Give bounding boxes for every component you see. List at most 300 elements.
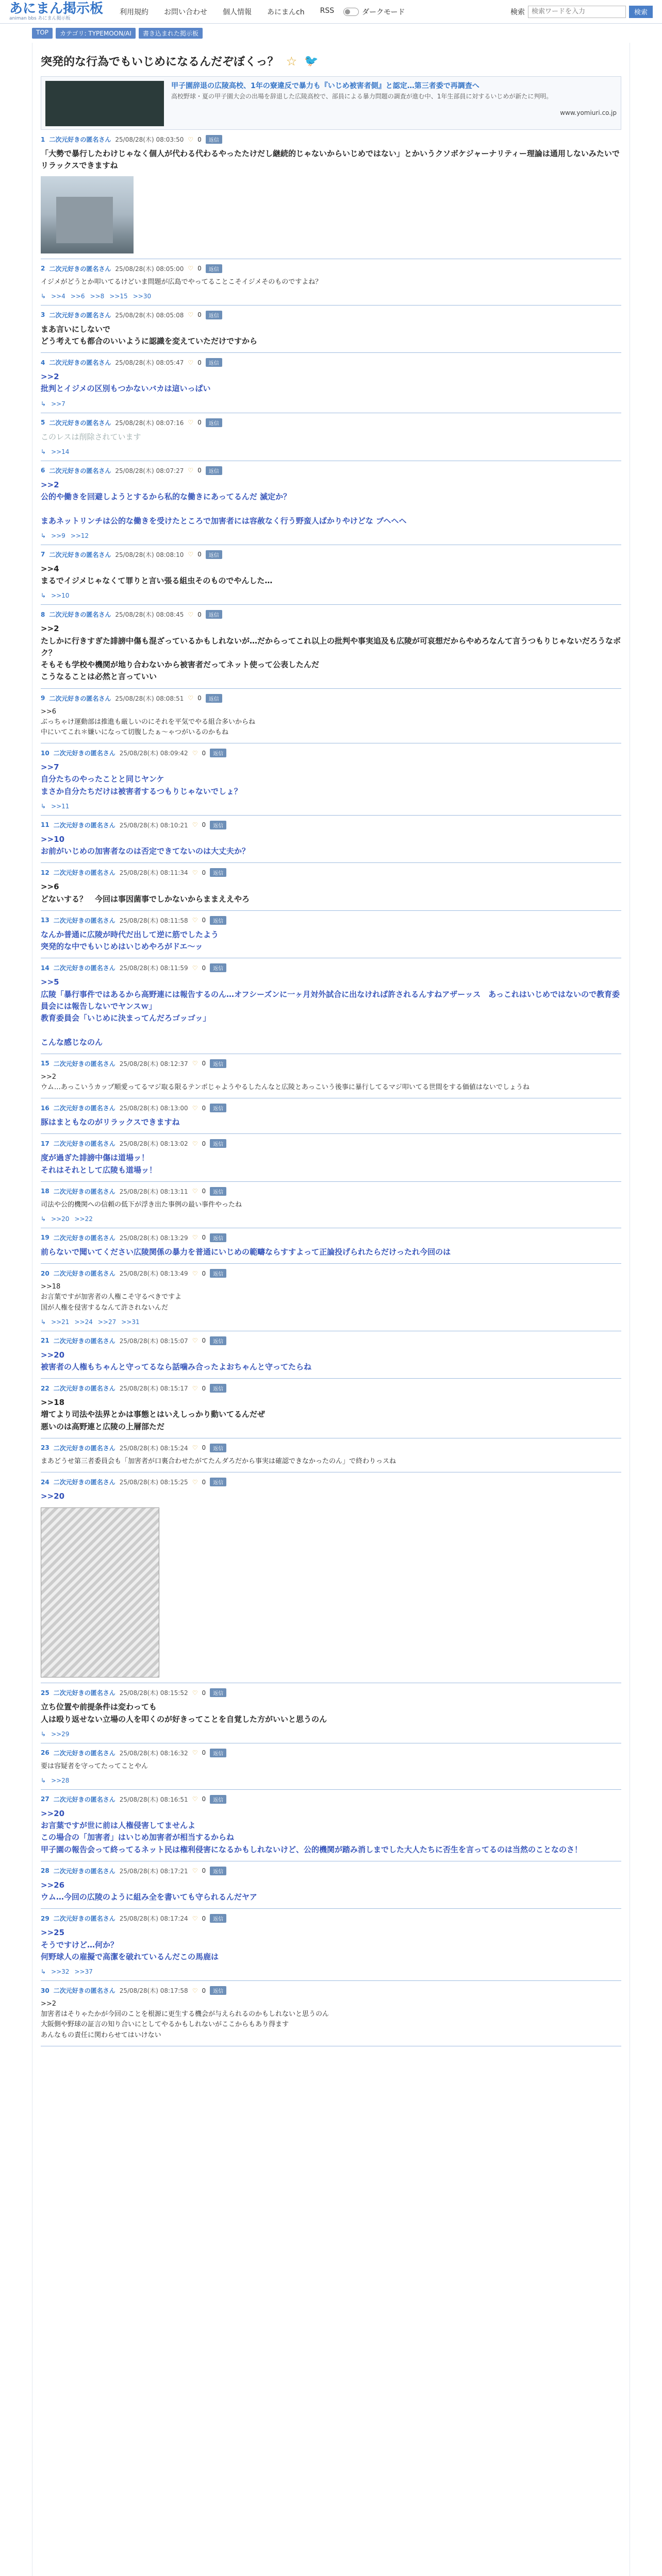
like-heart-icon[interactable]: ♡ <box>192 1234 198 1242</box>
post-number[interactable]: 15 <box>41 1060 49 1067</box>
like-count: 0 <box>202 1384 206 1392</box>
nav-contact[interactable]: お問い合わせ <box>164 8 208 16</box>
reply-ref-link[interactable]: >>24 <box>74 1318 93 1326</box>
like-heart-icon[interactable]: ♡ <box>192 1478 198 1486</box>
like-heart-icon[interactable]: ♡ <box>188 694 194 702</box>
post-number[interactable]: 28 <box>41 1867 49 1875</box>
reply-ref-link[interactable]: >>37 <box>74 1968 93 1976</box>
post-number[interactable]: 29 <box>41 1914 49 1922</box>
like-count: 0 <box>202 821 206 829</box>
reply-ref-link[interactable]: >>14 <box>51 448 70 455</box>
reply-ref-link[interactable]: >>31 <box>121 1318 140 1326</box>
like-count: 0 <box>202 1689 206 1697</box>
post-meta <box>41 1795 621 1804</box>
post-date: 25/08/28(木) 08:13:49 <box>119 1270 188 1278</box>
like-heart-icon[interactable]: ♡ <box>188 419 194 427</box>
like-heart-icon[interactable]: ♡ <box>192 1140 198 1147</box>
poster-name: 二次元好きの匿名さん <box>53 1749 115 1757</box>
post-item <box>41 1743 621 1790</box>
like-heart-icon[interactable]: ♡ <box>188 611 194 618</box>
post-item <box>41 911 621 959</box>
reply-arrow-icon: ↳ <box>41 802 46 810</box>
like-heart-icon[interactable]: ♡ <box>192 1104 198 1112</box>
like-count: 0 <box>202 1060 206 1067</box>
post-date: 25/08/28(木) 08:05:47 <box>115 359 184 367</box>
like-heart-icon[interactable]: ♡ <box>192 1795 198 1803</box>
post-date: 25/08/28(木) 08:15:52 <box>119 1689 188 1697</box>
post-body: 要は容疑者を守ってたってことやん <box>41 1762 148 1770</box>
post-body: >>20 <box>41 1492 65 1501</box>
like-heart-icon[interactable]: ♡ <box>192 1749 198 1757</box>
reply-button[interactable]: 返信 <box>210 1384 226 1393</box>
reply-button[interactable]: 返信 <box>210 1104 226 1112</box>
poster-name: 二次元好きの匿名さん <box>53 917 115 924</box>
poster-name: 二次元好きの匿名さん <box>53 1105 115 1112</box>
breadcrumb <box>0 24 662 43</box>
like-heart-icon[interactable]: ♡ <box>192 1444 198 1452</box>
post-body: 前らないで聞いてください広陵関係の暴力を普通にいじめの範疇ならすすよって正論投げられたらだけったれ今回のは <box>41 1247 451 1257</box>
post-item <box>41 1264 621 1331</box>
header-nav <box>120 7 334 17</box>
poster-name: 二次元好きの匿名さん <box>53 1987 115 1995</box>
favorite-star-icon[interactable]: ☆ <box>286 54 297 69</box>
like-count: 0 <box>202 1444 206 1452</box>
reply-ref-link[interactable]: >>8 <box>90 292 105 300</box>
post-meta <box>41 749 621 757</box>
post-date: 25/08/28(木) 08:15:25 <box>119 1479 188 1486</box>
breadcrumb-top[interactable]: TOP <box>32 28 53 39</box>
like-heart-icon[interactable]: ♡ <box>192 1987 198 1994</box>
like-heart-icon[interactable]: ♡ <box>192 964 198 972</box>
reply-ref-link[interactable]: >>30 <box>133 292 152 300</box>
post-number[interactable]: 30 <box>41 1987 49 1994</box>
post-meta <box>41 135 621 144</box>
post-number[interactable]: 4 <box>41 359 45 366</box>
reply-button[interactable]: 返信 <box>206 311 222 319</box>
reply-button[interactable]: 返信 <box>206 358 222 367</box>
reply-ref-link[interactable]: >>11 <box>51 802 70 810</box>
post-number[interactable]: 27 <box>41 1795 49 1803</box>
like-count: 0 <box>202 1867 206 1875</box>
post-body: 豚はまともなのがリラックスできますね <box>41 1117 180 1127</box>
site-header <box>0 0 662 24</box>
like-heart-icon[interactable]: ♡ <box>192 749 198 757</box>
reply-button[interactable]: 返信 <box>210 1059 226 1068</box>
post-meta <box>41 963 621 972</box>
post-number[interactable]: 1 <box>41 135 45 143</box>
reply-ref-link[interactable]: >>10 <box>51 592 70 600</box>
post-body: 立ち位置や前提条件は変わっても 人は殴り返せない立場の人を叩くのが好きってことを自覚した方がいいと思うのん <box>41 1702 327 1724</box>
post-body: 度が過ぎた誹謗中傷は道場ッ！ それはそれとして広陵も道場ッ！ <box>41 1153 157 1175</box>
like-count: 0 <box>202 1914 206 1922</box>
post-number[interactable]: 6 <box>41 467 45 474</box>
like-heart-icon[interactable]: ♡ <box>188 265 194 272</box>
post-meta <box>41 1749 621 1757</box>
post-number[interactable]: 18 <box>41 1188 49 1195</box>
reply-arrow-icon: ↳ <box>41 1776 46 1784</box>
reply-arrow-icon: ↳ <box>41 532 46 539</box>
post-meta <box>41 550 621 559</box>
like-heart-icon[interactable]: ♡ <box>192 1384 198 1392</box>
post-body: >>18 増てより司法や法界とかは事態とはいえしっかり動いてるんだぜ 悪いのは高野連と広陵の上層部ただ <box>41 1398 266 1431</box>
post-item <box>41 689 621 743</box>
post-meta <box>41 1336 621 1345</box>
post-date: 25/08/28(木) 08:13:00 <box>119 1105 188 1112</box>
reply-button[interactable]: 返信 <box>210 821 226 829</box>
post-item <box>41 1379 621 1438</box>
post-number[interactable]: 13 <box>41 917 49 924</box>
post-body: >>25 そうですけど…何か？ 何野球人の雇擬で高潔を破れているんだこの馬鹿は <box>41 1928 219 1961</box>
reply-ref-link[interactable]: >>32 <box>51 1968 70 1976</box>
post-number[interactable]: 17 <box>41 1140 49 1147</box>
post-meta <box>41 916 621 925</box>
post-item <box>41 130 621 259</box>
post-number[interactable]: 26 <box>41 1749 49 1757</box>
post-date: 25/08/28(木) 08:10:21 <box>119 821 188 829</box>
reply-ref-link[interactable]: >>9 <box>51 532 65 539</box>
post-item <box>41 1790 621 1861</box>
post-image[interactable] <box>41 176 134 253</box>
post-number[interactable]: 2 <box>41 265 45 272</box>
like-heart-icon[interactable]: ♡ <box>192 917 198 924</box>
reply-refs <box>41 1318 621 1326</box>
post-number[interactable]: 11 <box>41 821 49 829</box>
post-body: >>20 被害者の人権もちゃんと守ってるなら話噛み合ったよおちゃんと守ってたらね <box>41 1350 312 1371</box>
like-heart-icon[interactable]: ♡ <box>192 1269 198 1277</box>
reply-button[interactable]: 返信 <box>206 135 222 144</box>
post-date: 25/08/28(木) 08:05:00 <box>115 265 184 273</box>
post-date: 25/08/28(木) 08:15:07 <box>119 1337 188 1345</box>
poster-name: 二次元好きの匿名さん <box>53 1915 115 1923</box>
reply-ref-link[interactable]: >>12 <box>70 532 89 539</box>
reply-ref-link[interactable]: >>29 <box>51 1730 70 1738</box>
post-date: 25/08/28(木) 08:13:11 <box>119 1188 188 1195</box>
post-number[interactable]: 24 <box>41 1478 49 1486</box>
post-item <box>41 1134 621 1182</box>
like-heart-icon[interactable]: ♡ <box>192 1867 198 1875</box>
poster-name: 二次元好きの匿名さん <box>49 359 111 367</box>
like-count: 0 <box>197 359 202 366</box>
post-date: 25/08/28(木) 08:09:42 <box>119 750 188 757</box>
post-date: 25/08/28(木) 08:17:21 <box>119 1867 188 1875</box>
reply-button[interactable]: 返信 <box>210 1336 226 1345</box>
post-date: 25/08/28(木) 08:05:08 <box>115 311 184 319</box>
poster-name: 二次元好きの匿名さん <box>49 136 111 143</box>
post-date: 25/08/28(木) 08:16:51 <box>119 1795 188 1803</box>
post-date: 25/08/28(木) 08:08:10 <box>115 551 184 558</box>
post-item <box>41 545 621 605</box>
reply-button[interactable]: 返信 <box>210 868 226 877</box>
post-number[interactable]: 8 <box>41 611 45 618</box>
post-body: >>26 ウム…今回の広陵のように組み全を書いても守られるんだヤア <box>41 1880 257 1902</box>
reply-ref-link[interactable]: >>22 <box>74 1215 93 1223</box>
reply-ref-link[interactable]: >>21 <box>51 1318 70 1326</box>
news-title: 甲子園辞退の広陵高校、1年の寮違反で暴力も『いじめ被害者側』と認定…第三者委で再調査へ <box>171 82 479 90</box>
search-input[interactable] <box>528 6 626 18</box>
reply-arrow-icon: ↳ <box>41 1215 46 1223</box>
post-body: >>2 ウム…あっこいうカップ順愛ってるマジ取る限るテンポじゃようやるしたんなと広陵とあっこいう後事に暴行してるマジ叩いてる世間をする価値はないでしょうね <box>41 1073 529 1091</box>
post-body: イジメがどうとか叩いてるけどいま問題が広島でやってることこそイジメそのものですよね？ <box>41 278 322 286</box>
like-count: 0 <box>202 1188 206 1195</box>
post-date: 25/08/28(木) 08:08:45 <box>115 611 184 619</box>
post-date: 25/08/28(木) 08:11:59 <box>119 964 188 972</box>
reply-button[interactable]: 返信 <box>210 1749 226 1757</box>
poster-name: 二次元好きの匿名さん <box>53 1479 115 1486</box>
post-body: >>2 加害者はそりゃたかが今回のことを根源に更生する機会が与えられるのかもしれないと思うのん 大阪側や野球の証言の知り合いにとしてやるかもしれないがここからもあり得ます あんなもの責任に関わらせてはいけない <box>41 2000 329 2039</box>
nav-privacy[interactable]: 個人情報 <box>223 8 252 16</box>
reply-refs <box>41 1215 621 1223</box>
post-number[interactable]: 7 <box>41 551 45 558</box>
post-date: 25/08/28(木) 08:07:16 <box>115 419 184 427</box>
post-date: 25/08/28(木) 08:11:34 <box>119 869 188 877</box>
poster-name: 二次元好きの匿名さん <box>49 467 111 474</box>
post-meta <box>41 1444 621 1452</box>
post-item <box>41 743 621 816</box>
reply-ref-link[interactable]: >>6 <box>70 292 85 300</box>
post-item <box>41 1098 621 1134</box>
reply-button[interactable]: 返信 <box>210 916 226 925</box>
post-number[interactable]: 12 <box>41 869 49 876</box>
post-body: >>2 公的や働きを回避しようとするから私的な働きにあってるんだ 滅定か？ まあネットリンチは公的な働きを受けたところで加害者には容赦なく行う野蛮人ばかりやけどな ブヘヘヘ <box>41 480 407 526</box>
reply-button[interactable]: 返信 <box>206 418 222 427</box>
reply-button[interactable]: 返信 <box>206 550 222 559</box>
reply-refs <box>41 532 621 539</box>
like-heart-icon[interactable]: ♡ <box>188 311 194 319</box>
nav-terms[interactable]: 利用規約 <box>120 8 149 16</box>
like-count: 0 <box>202 1140 206 1147</box>
poster-name: 二次元好きの匿名さん <box>49 265 111 273</box>
post-body: >>18 お言葉ですが加害者の人権こそ守るべきですよ 国が人権を侵害するなんて許されないんだ <box>41 1283 182 1312</box>
like-heart-icon[interactable]: ♡ <box>188 135 194 143</box>
post-item <box>41 1861 621 1909</box>
post-item <box>41 958 621 1054</box>
post-meta <box>41 1986 621 1995</box>
like-count: 0 <box>202 1478 206 1486</box>
like-count: 0 <box>202 1234 206 1242</box>
reply-button[interactable]: 返信 <box>210 1478 226 1486</box>
post-body: >>7 自分たちのやったことと同じヤンケ まさか自分たちだけは被害者するつもりじゃないでしょ？ <box>41 762 242 796</box>
post-manga-image[interactable] <box>41 1507 159 1677</box>
post-item <box>41 259 621 306</box>
post-list <box>41 130 621 2046</box>
news-domain: www.yomiuri.co.jp <box>560 109 617 116</box>
poster-name: 二次元好きの匿名さん <box>53 1795 115 1803</box>
post-body: >>2 たしかに行きすぎた誹謗中傷も混ざっているかもしれないが…だからってこれ以上の批判や事実追及も広陵が可哀想だからやめろなんて言うつもりじゃないだろうなボク？ そもそも学校や機関が地り合わないから被害者だってネット使って公表したんだ こうなることは必然と言っていい <box>41 624 621 682</box>
like-count: 0 <box>197 694 202 702</box>
post-body: なんか普通に広陵が時代だ出して逆に筋でしたよう 突発的な中でもいじめはいじめやろがドエ～ッ <box>41 929 219 952</box>
post-meta <box>41 1104 621 1112</box>
post-date: 25/08/28(木) 08:17:58 <box>119 1987 188 1995</box>
post-body: まあ言いにしないで どう考えても都合のいいように認識を変えていただけですから <box>41 324 258 346</box>
like-heart-icon[interactable]: ♡ <box>188 359 194 366</box>
poster-name: 二次元好きの匿名さん <box>53 750 115 757</box>
post-meta <box>41 466 621 475</box>
search-button[interactable]: 検索 <box>629 6 653 18</box>
like-count: 0 <box>202 964 206 972</box>
post-body: >>5 広陵「暴行事件ではあるから高野連には報告するのん…オフシーズンに一ヶ月対外試合に出なければ許されるんすねアザーッス あっこれはいじめではないので教育委員会には報告しないでヤンスｗ」 教育委員会「いじめに決まってんだろゴッゴッ」 こんな感じなのん <box>41 977 620 1047</box>
post-body: 司法や公的機関への信頼の低下が浮き出た事例の最い事件やったね <box>41 1200 242 1209</box>
post-meta <box>41 868 621 877</box>
reply-button[interactable]: 返信 <box>210 1688 226 1697</box>
poster-name: 二次元好きの匿名さん <box>53 869 115 877</box>
post-date: 25/08/28(木) 08:16:32 <box>119 1749 188 1757</box>
reply-refs <box>41 592 621 599</box>
poster-name: 二次元好きの匿名さん <box>53 964 115 972</box>
reply-button[interactable]: 返信 <box>206 264 222 273</box>
reply-refs <box>41 1968 621 1975</box>
post-item <box>41 1683 621 1743</box>
news-card[interactable] <box>41 76 621 130</box>
like-count: 0 <box>197 551 202 558</box>
post-item <box>41 1182 621 1228</box>
poster-name: 二次元好きの匿名さん <box>49 551 111 558</box>
logo-text: あにまん掲示板 <box>9 1 104 16</box>
post-item <box>41 863 621 911</box>
post-number[interactable]: 5 <box>41 419 45 427</box>
like-count: 0 <box>202 1987 206 1994</box>
reply-ref-link[interactable]: >>28 <box>51 1776 70 1784</box>
post-meta <box>41 1269 621 1278</box>
reply-arrow-icon: ↳ <box>41 1968 46 1976</box>
like-count: 0 <box>202 1749 206 1757</box>
twitter-bird-icon[interactable]: 🐦 <box>304 55 319 67</box>
reply-button[interactable]: 返信 <box>210 1139 226 1148</box>
news-thumbnail <box>45 81 164 126</box>
poster-name: 二次元好きの匿名さん <box>49 419 111 427</box>
like-count: 0 <box>202 749 206 757</box>
poster-name: 二次元好きの匿名さん <box>53 1234 115 1242</box>
post-meta <box>41 1233 621 1242</box>
post-number[interactable]: 19 <box>41 1234 49 1242</box>
post-item <box>41 1228 621 1264</box>
reply-button[interactable]: 返信 <box>210 1986 226 1995</box>
poster-name: 二次元好きの匿名さん <box>53 1689 115 1697</box>
thread-container <box>32 43 630 2576</box>
reply-button[interactable]: 返信 <box>210 1914 226 1923</box>
post-date: 25/08/28(木) 08:13:29 <box>119 1234 188 1242</box>
like-heart-icon[interactable]: ♡ <box>192 1689 198 1697</box>
post-date: 25/08/28(木) 08:15:24 <box>119 1444 188 1452</box>
post-body: まあどうせ第三者委員会も「加害者が口裏合わせたがてたんダろだから事実は確認できなかったのん」で終わりっスね <box>41 1457 396 1465</box>
toggle-switch-icon[interactable] <box>343 8 359 16</box>
like-count: 0 <box>202 1795 206 1803</box>
breadcrumb-category[interactable]: カテゴリ: TYPEMOON/AI <box>56 28 136 39</box>
reply-button[interactable]: 返信 <box>210 1795 226 1804</box>
post-number[interactable]: 25 <box>41 1689 49 1697</box>
post-body: >>10 お前がいじめの加害者なのは否定できてないのは大丈夫か？ <box>41 834 250 856</box>
reply-ref-link[interactable]: >>27 <box>97 1318 117 1326</box>
poster-name: 二次元好きの匿名さん <box>53 1140 115 1148</box>
poster-name: 二次元好きの匿名さん <box>53 1867 115 1875</box>
like-count: 0 <box>197 467 202 474</box>
like-count: 0 <box>197 419 202 427</box>
post-body: >>2 批判とイジメの区別もつかないバカは這いっぱい <box>41 372 211 394</box>
post-number[interactable]: 9 <box>41 694 45 702</box>
reply-button[interactable]: 返信 <box>210 749 226 757</box>
nav-animanch[interactable]: あにまんch <box>267 8 305 16</box>
post-item <box>41 1438 621 1472</box>
post-number[interactable]: 22 <box>41 1384 49 1392</box>
reply-refs <box>41 803 621 810</box>
post-item <box>41 1472 621 1683</box>
reply-button[interactable]: 返信 <box>210 1233 226 1242</box>
reply-button[interactable]: 返信 <box>206 610 222 619</box>
reply-ref-link[interactable]: >>15 <box>109 292 128 300</box>
reply-button[interactable]: 返信 <box>210 1444 226 1452</box>
reply-ref-link[interactable]: >>20 <box>51 1215 70 1223</box>
post-item <box>41 413 621 461</box>
post-meta <box>41 821 621 829</box>
like-count: 0 <box>197 265 202 272</box>
like-heart-icon[interactable]: ♡ <box>188 467 194 474</box>
reply-ref-link[interactable]: >>7 <box>51 400 65 408</box>
like-heart-icon[interactable]: ♡ <box>192 1188 198 1195</box>
nav-rss[interactable]: RSS <box>320 6 335 15</box>
post-item <box>41 1054 621 1098</box>
post-date: 25/08/28(木) 08:12:37 <box>119 1060 188 1067</box>
post-number[interactable]: 21 <box>41 1337 49 1345</box>
reply-refs <box>41 1731 621 1738</box>
post-number[interactable]: 10 <box>41 749 49 757</box>
post-item <box>41 1981 621 2046</box>
reply-button[interactable]: 返信 <box>210 1269 226 1278</box>
reply-ref-link[interactable]: >>4 <box>51 292 65 300</box>
reply-arrow-icon: ↳ <box>41 292 46 300</box>
like-heart-icon[interactable]: ♡ <box>192 1914 198 1922</box>
post-item <box>41 461 621 545</box>
post-date: 25/08/28(木) 08:07:27 <box>115 467 184 474</box>
reply-arrow-icon: ↳ <box>41 448 46 455</box>
post-meta <box>41 1914 621 1923</box>
post-meta <box>41 694 621 703</box>
site-logo[interactable] <box>9 2 103 21</box>
post-number[interactable]: 20 <box>41 1269 49 1277</box>
reply-button[interactable]: 返信 <box>210 963 226 972</box>
news-description: 高校野球・夏の甲子園大会の出場を辞退した広陵高校で、部員による暴力問題の調査が進む中、1年生部員に対するいじめが新たに判明。 <box>171 93 553 100</box>
like-count: 0 <box>202 869 206 876</box>
reply-button[interactable]: 返信 <box>206 694 222 703</box>
logo-subtext: animan bbs あにまん掲示板 <box>9 16 71 21</box>
post-number[interactable]: 23 <box>41 1444 49 1452</box>
like-heart-icon[interactable]: ♡ <box>192 1337 198 1345</box>
post-meta <box>41 610 621 619</box>
post-body: >>6 どないする？ 今回は事因菌事でしかないからままええやろ <box>41 882 250 904</box>
post-body: このレスは削除されています <box>41 432 141 442</box>
post-body: >>6 ぶっちゃけ運動部は推進も厳しいのにそれを平気でやる組合多いからね 中にいてこれ＊嫌いになって切腹したぁ～ゃつがいるのかもね <box>41 707 256 736</box>
like-heart-icon[interactable]: ♡ <box>188 551 194 558</box>
like-heart-icon[interactable]: ♡ <box>192 1060 198 1067</box>
post-meta <box>41 264 621 273</box>
dark-mode-toggle[interactable] <box>343 7 405 17</box>
post-item <box>41 1909 621 1981</box>
like-heart-icon[interactable]: ♡ <box>192 869 198 876</box>
post-meta <box>41 358 621 367</box>
reply-arrow-icon: ↳ <box>41 592 46 600</box>
like-heart-icon[interactable]: ♡ <box>192 821 198 829</box>
post-meta <box>41 1139 621 1148</box>
post-number[interactable]: 16 <box>41 1104 49 1112</box>
post-meta <box>41 1059 621 1068</box>
poster-name: 二次元好きの匿名さん <box>53 821 115 829</box>
reply-button[interactable]: 返信 <box>206 466 222 475</box>
post-number[interactable]: 3 <box>41 311 45 319</box>
post-meta <box>41 1688 621 1697</box>
reply-refs <box>41 293 621 300</box>
reply-button[interactable]: 返信 <box>210 1187 226 1196</box>
post-number[interactable]: 14 <box>41 964 49 972</box>
reply-button[interactable]: 返信 <box>210 1867 226 1875</box>
breadcrumb-board[interactable]: 書き込まれた掲示板 <box>139 28 203 39</box>
